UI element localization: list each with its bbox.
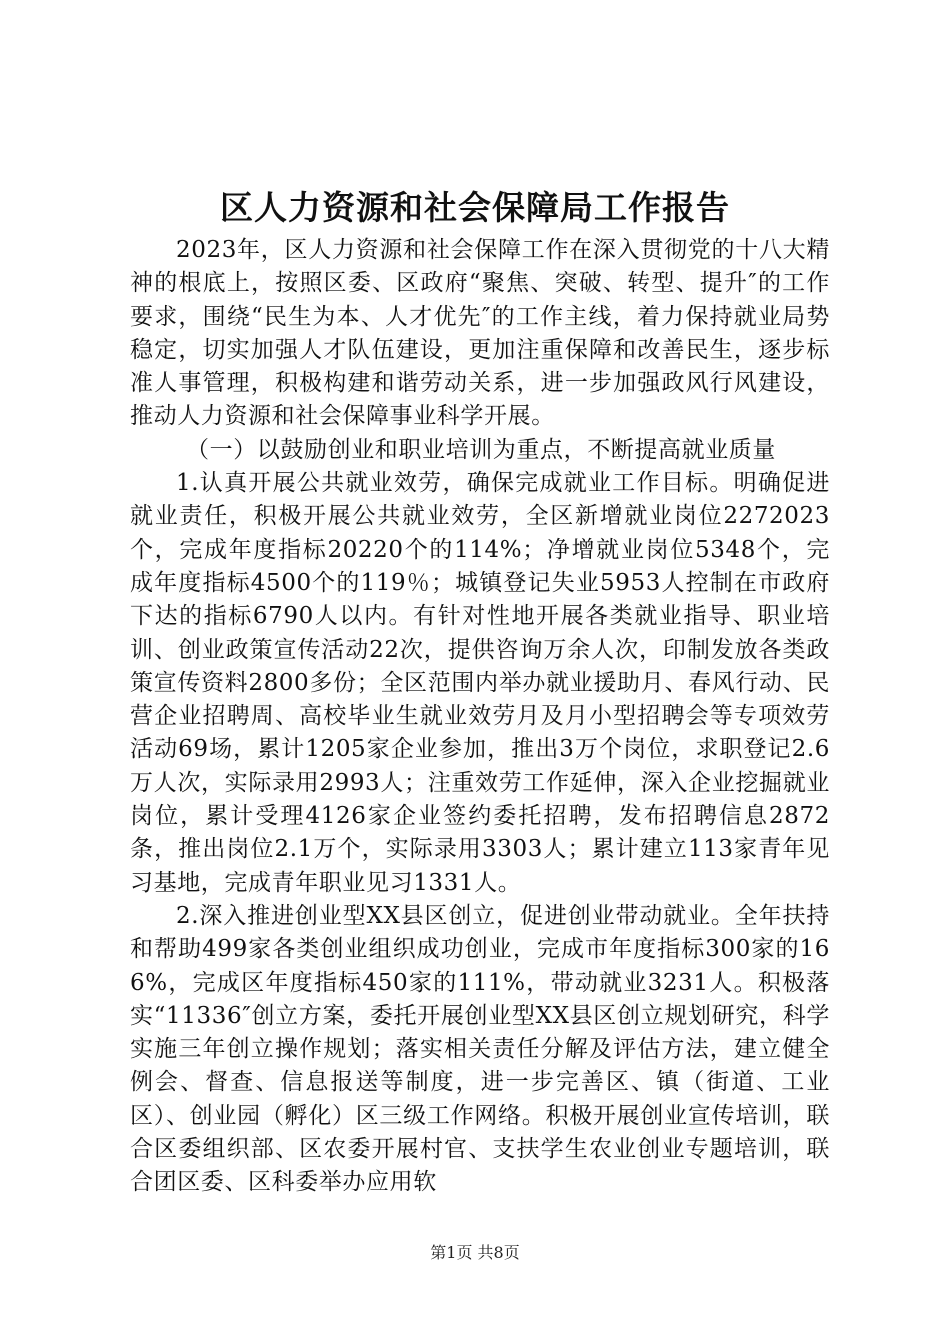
- item-2-paragraph: 2.深入推进创业型XX县区创立，促进创业带动就业。全年扶持和帮助499家各类创业组织成功创业，完成市年度指标300家的166%，完成区年度指标450家的111%，带动就业3231人。积极落实“11336″创立方案，委托开展创业型XX县区创立规划研究，科学实施三年创立操作规划；落实相关责任分解及评估方法，建立健全例会、督查、信息报送等制度，进一步完善区、镇（街道、工业区）、创业园（孵化）区三级工作网络。积极开展创业宣传培训，联合区委组织部、区农委开展村官、支扶学生农业创业专题培训，联合团区委、区科委举办应用软: [130, 902, 830, 1196]
- page-number-footer: 第1页 共8页: [430, 1243, 520, 1262]
- section-heading: （一）以鼓励创业和职业培训为重点，不断提高就业质量: [186, 436, 776, 463]
- intro-paragraph: 2023年，区人力资源和社会保障工作在深入贯彻党的十八大精神的根底上，按照区委、区政府“聚焦、突破、转型、提升″的工作要求，围绕“民生为本、人才优先″的工作主线，着力保持就业局势稳定，切实加强人才队伍建设，更加注重保障和改善民生，逐步标准人事管理，积极构建和谐劳动关系，进一步加强政风行风建设，推动人力资源和社会保障事业科学开展。: [130, 237, 830, 430]
- document-body: [130, 234, 830, 1200]
- document-title: 区人力资源和社会保障局工作报告: [220, 188, 730, 227]
- item-1-paragraph: 1.认真开展公共就业效劳，确保完成就业工作目标。明确促进就业责任，积极开展公共就业效劳，全区新增就业岗位2272023个，完成年度指标20220个的114%；净增就业岗位5348个，完成年度指标4500个的119％；城镇登记失业5953人控制在市政府下达的指标6790人以内。有针对性地开展各类就业指导、职业培训、创业政策宣传活动22次，提供咨询万余人次，印制发放各类政策宣传资料2800多份；全区范围内举办就业援助月、春风行动、民营企业招聘周、高校毕业生就业效劳月及月小型招聘会等专项效劳活动69场，累计1205家企业参加，推出3万个岗位，求职登记2.6万人次，实际录用2993人；注重效劳工作延伸，深入企业挖掘就业岗位，累计受理4126家企业签约委托招聘，发布招聘信息2872条，推出岗位2.1万个，实际录用3303人；累计建立113家青年见习基地，完成青年职业见习1331人。: [130, 470, 830, 896]
